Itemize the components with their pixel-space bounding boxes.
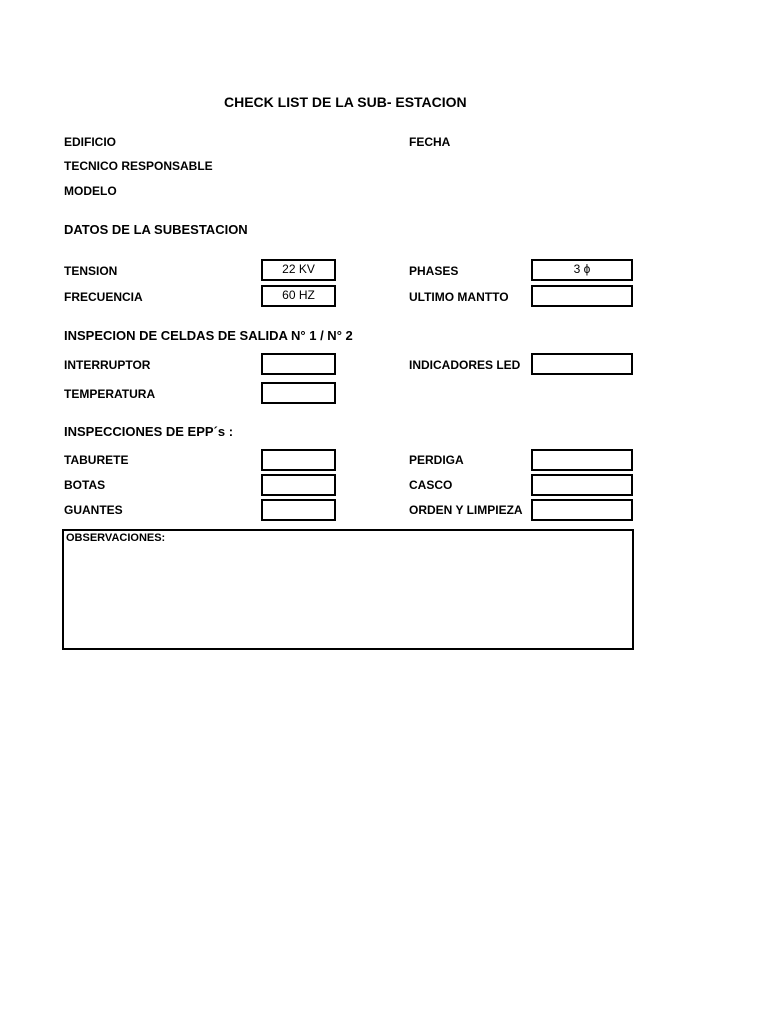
tension-field[interactable]: 22 KV [261,259,336,281]
temperatura-field[interactable] [261,382,336,404]
perdiga-label: PERDIGA [409,453,464,467]
indicadores-led-field[interactable] [531,353,633,375]
interruptor-field[interactable] [261,353,336,375]
orden-limpieza-label: ORDEN Y LIMPIEZA [409,503,523,517]
observaciones-label: OBSERVACIONES: [66,532,166,544]
botas-field[interactable] [261,474,336,496]
frecuencia-label: FRECUENCIA [64,290,143,304]
inspeccion-celdas-heading: INSPECION DE CELDAS DE SALIDA N° 1 / N° 2 [64,328,353,343]
edificio-label: EDIFICIO [64,135,117,149]
orden-limpieza-field[interactable] [531,499,633,521]
phases-field[interactable]: 3 ϕ [531,259,633,281]
tension-label: TENSION [64,264,118,278]
interruptor-label: INTERRUPTOR [64,358,151,372]
perdiga-field[interactable] [531,449,633,471]
casco-label: CASCO [409,478,453,492]
inspecciones-epp-heading: INSPECCIONES DE EPP´s : [64,424,234,439]
casco-field[interactable] [531,474,633,496]
observaciones-box[interactable] [62,529,634,650]
datos-subestacion-heading: DATOS DE LA SUBESTACION [64,222,248,237]
fecha-label: FECHA [409,135,451,149]
guantes-field[interactable] [261,499,336,521]
phases-label: PHASES [409,264,459,278]
botas-label: BOTAS [64,478,106,492]
taburete-label: TABURETE [64,453,129,467]
ultimo-mantto-label: ULTIMO MANTTO [409,290,509,304]
ultimo-mantto-field[interactable] [531,285,633,307]
indicadores-led-label: INDICADORES LED [409,358,521,372]
page-title: CHECK LIST DE LA SUB- ESTACION [224,94,467,110]
modelo-label: MODELO [64,184,117,198]
frecuencia-field[interactable]: 60 HZ [261,285,336,307]
taburete-field[interactable] [261,449,336,471]
temperatura-label: TEMPERATURA [64,387,156,401]
tecnico-responsable-label: TECNICO RESPONSABLE [64,159,213,173]
guantes-label: GUANTES [64,503,123,517]
